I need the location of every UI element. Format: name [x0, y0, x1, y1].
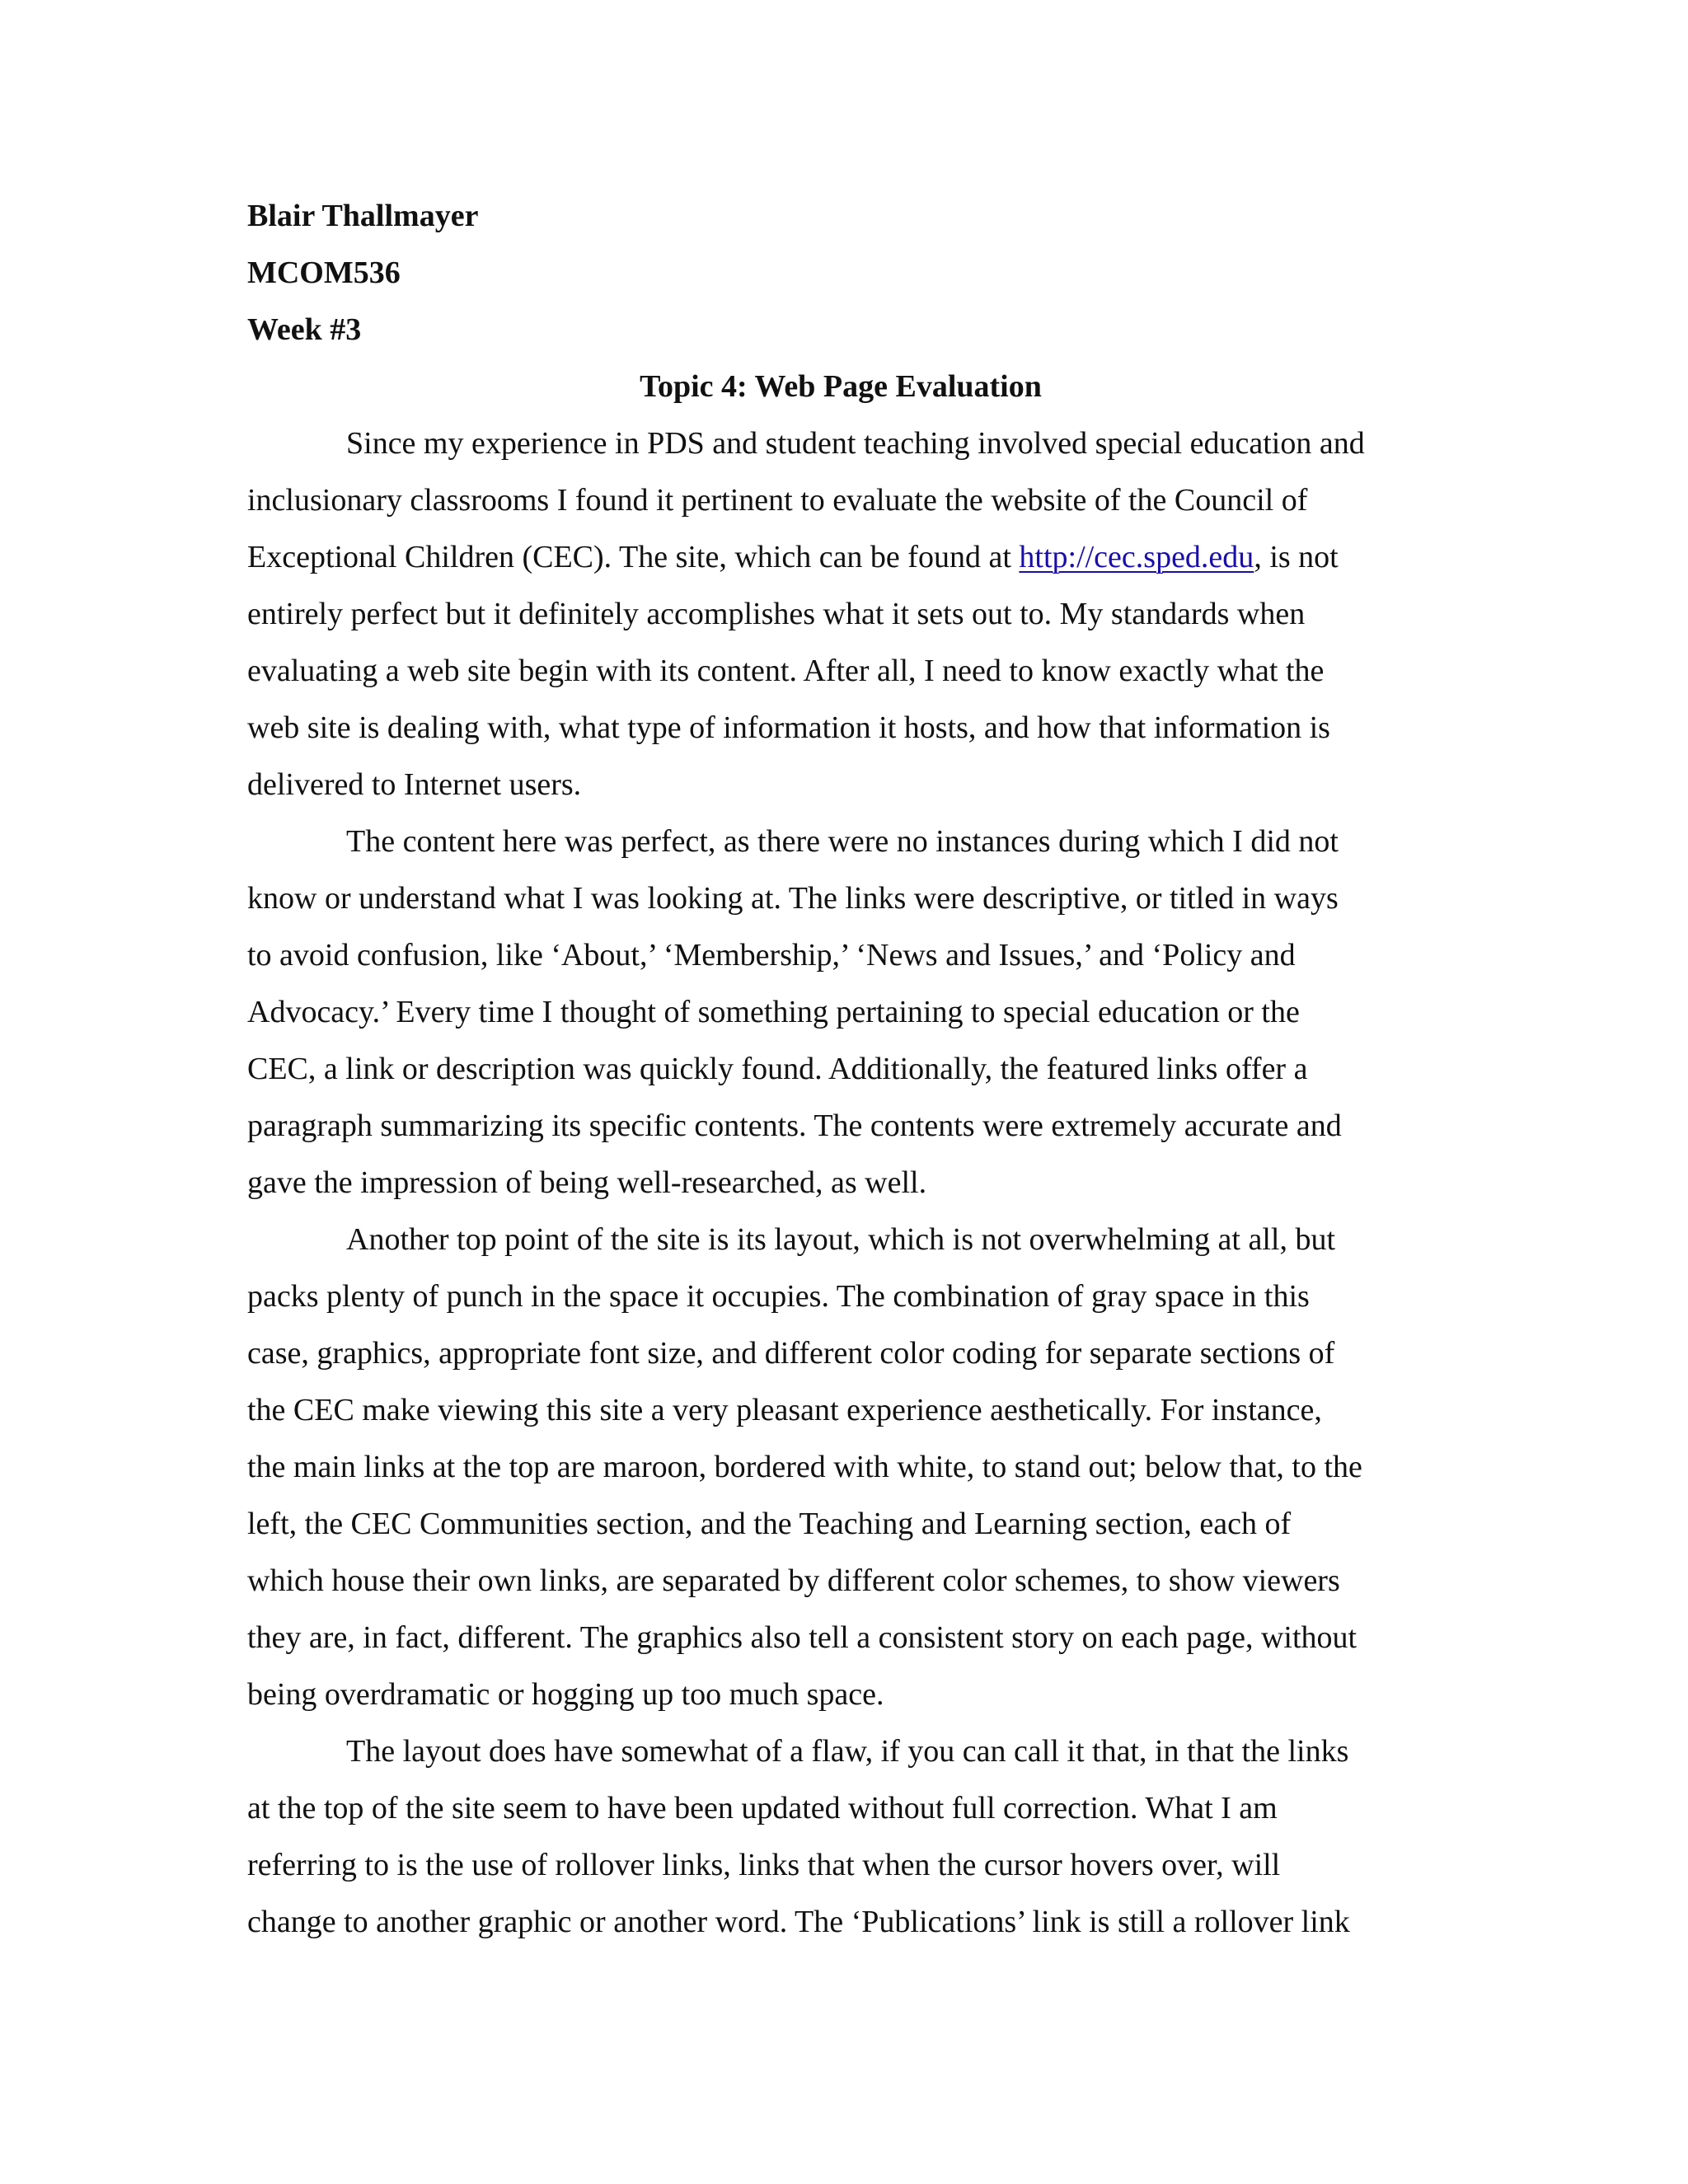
paragraph-line: know or understand what I was looking at. The links were descriptive, or titled in ways: [247, 881, 1339, 916]
document-title: Topic 4: Web Page Evaluation: [640, 369, 1042, 404]
paragraph-line: CEC, a link or description was quickly found. Additionally, the featured links offer a: [247, 1052, 1308, 1086]
paragraph-line: The layout does have somewhat of a flaw, if you can call it that, in that the links: [346, 1734, 1349, 1769]
paragraph-line: gave the impression of being well-researched, as well.: [247, 1165, 927, 1200]
paragraph-line: evaluating a web site begin with its content. After all, I need to know exactly what the: [247, 654, 1325, 688]
paragraph-line: Advocacy.’ Every time I thought of something pertaining to special education or the: [247, 995, 1300, 1029]
document-body: [247, 188, 1434, 1951]
author-name: Blair Thallmayer: [247, 199, 479, 233]
paragraph-line: The content here was perfect, as there were no instances during which I did not: [346, 824, 1339, 859]
paragraph-line: paragraph summarizing its specific contents. The contents were extremely accurate and: [247, 1108, 1342, 1143]
paragraph-line: Since my experience in PDS and student teaching involved special education and: [346, 426, 1365, 461]
paragraph-3: [247, 1212, 1434, 1723]
paragraph-line-with-link: [247, 529, 1434, 586]
paragraph-line: entirely perfect but it definitely accomplishes what it sets out to. My standards when: [247, 597, 1306, 631]
paragraph-line: case, graphics, appropriate font size, and different color coding for separate sections of: [247, 1336, 1335, 1371]
paragraph-2: [247, 813, 1434, 1212]
paragraph-4: [247, 1723, 1434, 1951]
paragraph-line: change to another graphic or another word. The ‘Publications’ link is still a rollover link: [247, 1905, 1350, 1939]
paragraph-line: left, the CEC Communities section, and the Teaching and Learning section, each of: [247, 1507, 1292, 1541]
paragraph-line: the CEC make viewing this site a very pleasant experience aesthetically. For instance,: [247, 1393, 1322, 1427]
paragraph-line: they are, in fact, different. The graphics also tell a consistent story on each page, without: [247, 1620, 1357, 1655]
week-label: Week #3: [247, 312, 362, 347]
paragraph-line: being overdramatic or hogging up too much space.: [247, 1677, 884, 1712]
paragraph-line: packs plenty of punch in the space it occupies. The combination of gray space in this: [247, 1279, 1310, 1314]
cec-website-link[interactable]: http://cec.sped.edu: [1019, 540, 1254, 574]
paragraph-line: delivered to Internet users.: [247, 767, 582, 802]
paragraph-line: Another top point of the site is its layout, which is not overwhelming at all, but: [346, 1222, 1336, 1257]
paragraph-line: to avoid confusion, like ‘About,’ ‘Membership,’ ‘News and Issues,’ and ‘Policy and: [247, 938, 1296, 972]
paragraph-line: which house their own links, are separated by different color schemes, to show viewers: [247, 1563, 1340, 1598]
paragraph-line-text: , is not: [1254, 540, 1339, 574]
course-code: MCOM536: [247, 255, 401, 290]
paragraph-line: at the top of the site seem to have been updated without full correction. What I am: [247, 1791, 1278, 1825]
paragraph-line: inclusionary classrooms I found it pertinent to evaluate the website of the Council of: [247, 483, 1308, 518]
paragraph-1: [247, 415, 1434, 813]
paragraph-line: referring to is the use of rollover links, links that when the cursor hovers over, will: [247, 1848, 1281, 1882]
paragraph-line-text: Exceptional Children (CEC). The site, which can be found at: [247, 540, 1020, 574]
paragraph-line: the main links at the top are maroon, bordered with white, to stand out; below that, to the: [247, 1450, 1362, 1484]
paragraph-line: web site is dealing with, what type of information it hosts, and how that information is: [247, 710, 1330, 745]
